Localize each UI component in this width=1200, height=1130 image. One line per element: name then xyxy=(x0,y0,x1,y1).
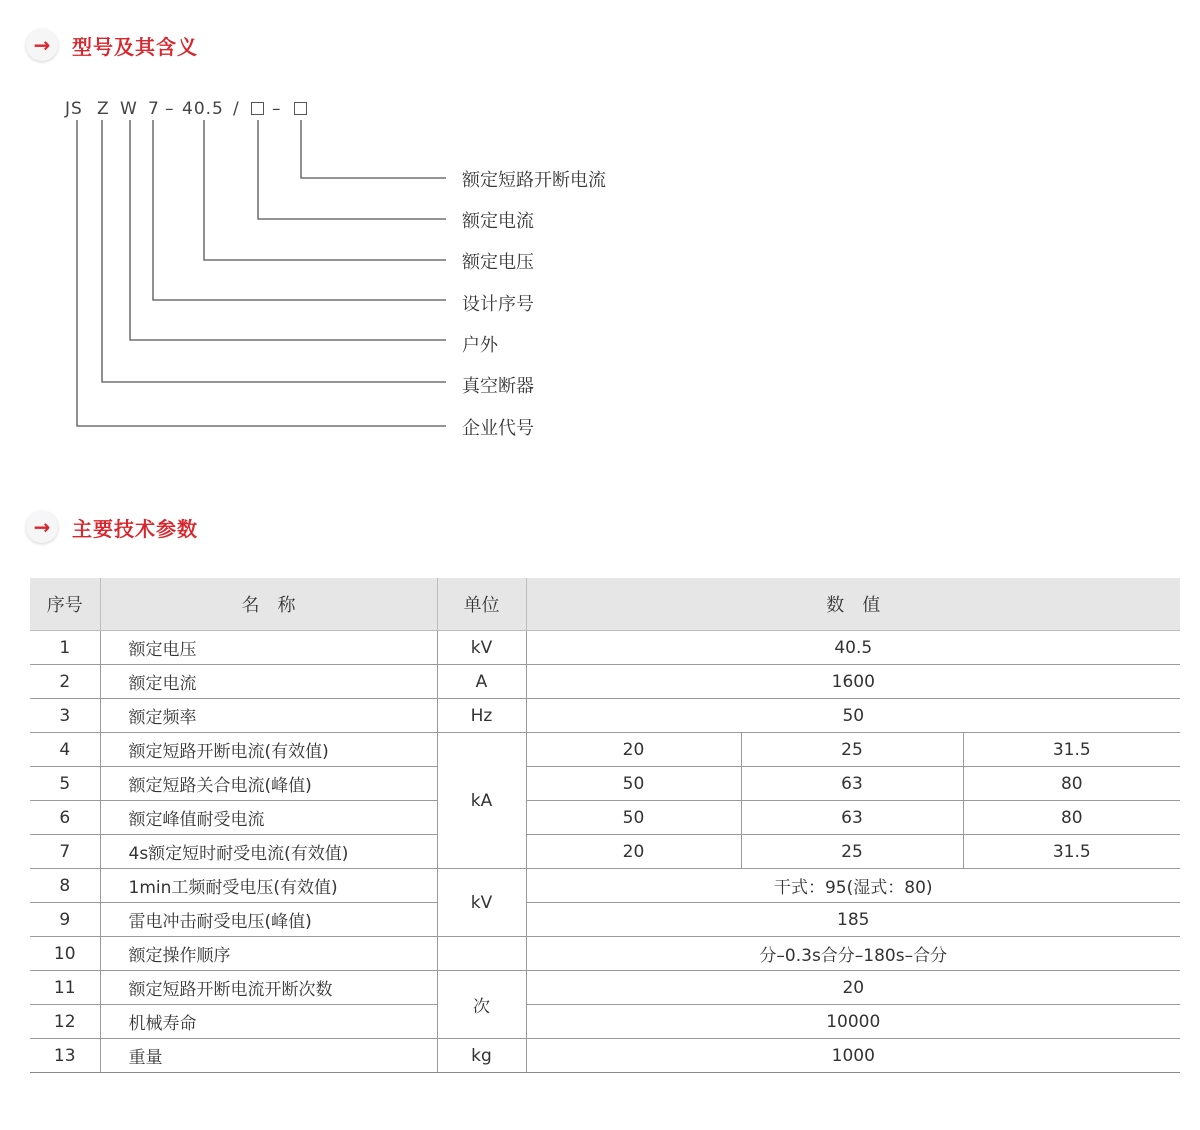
code-w: W xyxy=(120,99,138,119)
cell-no: 2 xyxy=(30,665,100,699)
arrow-right-icon: → xyxy=(26,511,58,543)
cell-unit: 次 xyxy=(437,971,526,1039)
cell-value: 31.5 xyxy=(963,835,1180,869)
code-dash: – xyxy=(272,99,282,119)
cell-value: 25 xyxy=(741,733,963,767)
meaning-label: 户外 xyxy=(462,335,498,356)
cell-value: 20 xyxy=(526,971,1180,1005)
code-seq: 7 xyxy=(148,99,160,119)
cell-value: 10000 xyxy=(526,1005,1180,1039)
cell-name: 机械寿命 xyxy=(100,1005,437,1039)
cell-unit: kA xyxy=(437,733,526,869)
cell-no: 5 xyxy=(30,767,100,801)
meaning-label: 企业代号 xyxy=(462,418,534,439)
cell-unit: kV xyxy=(437,631,526,665)
table-row xyxy=(30,869,1180,903)
section-heading-params xyxy=(26,508,198,546)
cell-no: 9 xyxy=(30,903,100,937)
cell-no: 7 xyxy=(30,835,100,869)
section-title-params: 主要技术参数 xyxy=(72,516,198,541)
arrow-right-icon: → xyxy=(26,29,58,61)
cell-no: 13 xyxy=(30,1039,100,1073)
header-value: 数 值 xyxy=(526,578,1180,631)
leader-line xyxy=(301,120,446,178)
cell-value: 63 xyxy=(741,801,963,835)
cell-value: 185 xyxy=(526,903,1180,937)
table-row xyxy=(30,937,1180,971)
cell-name: 4s额定短时耐受电流(有效值) xyxy=(100,835,437,869)
code-dash: – xyxy=(165,99,175,119)
cell-value: 40.5 xyxy=(526,631,1180,665)
section-title-model: 型号及其含义 xyxy=(72,34,198,59)
cell-value: 1600 xyxy=(526,665,1180,699)
leader-line xyxy=(130,120,446,340)
table-row xyxy=(30,835,1180,869)
cell-no: 6 xyxy=(30,801,100,835)
cell-unit xyxy=(437,937,526,971)
table-row xyxy=(30,631,1180,665)
cell-name: 额定短路开断电流(有效值) xyxy=(100,733,437,767)
cell-value: 25 xyxy=(741,835,963,869)
cell-no: 11 xyxy=(30,971,100,1005)
table-header-row xyxy=(30,578,1180,631)
code-z: Z xyxy=(97,99,110,119)
header-unit: 单位 xyxy=(437,578,526,631)
table-row xyxy=(30,665,1180,699)
cell-value: 干式：95(湿式：80) xyxy=(526,869,1180,903)
cell-name: 重量 xyxy=(100,1039,437,1073)
header-no: 序号 xyxy=(30,578,100,631)
table-row xyxy=(30,1039,1180,1073)
cell-no: 10 xyxy=(30,937,100,971)
code-voltage: 40.5 xyxy=(182,99,224,119)
code-js: JS xyxy=(65,99,83,119)
cell-no: 3 xyxy=(30,699,100,733)
model-code-diagram xyxy=(0,0,1200,460)
meaning-label: 设计序号 xyxy=(462,294,534,315)
cell-name: 额定电流 xyxy=(100,665,437,699)
table-row xyxy=(30,699,1180,733)
leader-line xyxy=(153,120,446,300)
cell-name: 额定频率 xyxy=(100,699,437,733)
table-row xyxy=(30,801,1180,835)
cell-name: 额定电压 xyxy=(100,631,437,665)
cell-no: 4 xyxy=(30,733,100,767)
cell-value: 50 xyxy=(526,801,741,835)
cell-unit: kV xyxy=(437,869,526,937)
cell-name: 雷电冲击耐受电压(峰值) xyxy=(100,903,437,937)
table-row xyxy=(30,1005,1180,1039)
cell-unit: A xyxy=(437,665,526,699)
cell-value: 50 xyxy=(526,699,1180,733)
header-name: 名 称 xyxy=(100,578,437,631)
cell-value: 63 xyxy=(741,767,963,801)
cell-no: 8 xyxy=(30,869,100,903)
parameters-table xyxy=(30,578,1180,1073)
table-row xyxy=(30,903,1180,937)
cell-no: 1 xyxy=(30,631,100,665)
table-row xyxy=(30,733,1180,767)
cell-value: 80 xyxy=(963,801,1180,835)
leader-line xyxy=(77,120,446,426)
leader-line xyxy=(258,120,446,219)
cell-unit: kg xyxy=(437,1039,526,1073)
code-slash: / xyxy=(233,99,240,119)
cell-name: 额定峰值耐受电流 xyxy=(100,801,437,835)
cell-name: 额定操作顺序 xyxy=(100,937,437,971)
cell-value: 50 xyxy=(526,767,741,801)
cell-value: 20 xyxy=(526,835,741,869)
cell-name: 额定短路开断电流开断次数 xyxy=(100,971,437,1005)
cell-value: 分–0.3s合分–180s–合分 xyxy=(526,937,1180,971)
meaning-label: 额定短路开断电流 xyxy=(462,170,606,191)
meaning-label: 额定电流 xyxy=(462,211,534,232)
cell-value: 1000 xyxy=(526,1039,1180,1073)
cell-value: 80 xyxy=(963,767,1180,801)
meaning-label: 额定电压 xyxy=(462,252,534,273)
meaning-label: 真空断器 xyxy=(462,376,534,397)
cell-name: 额定短路关合电流(峰值) xyxy=(100,767,437,801)
cell-no: 12 xyxy=(30,1005,100,1039)
cell-value: 20 xyxy=(526,733,741,767)
table-row xyxy=(30,971,1180,1005)
table-row xyxy=(30,767,1180,801)
cell-value: 31.5 xyxy=(963,733,1180,767)
cell-unit: Hz xyxy=(437,699,526,733)
cell-name: 1min工频耐受电压(有效值) xyxy=(100,869,437,903)
leader-line xyxy=(204,120,446,260)
